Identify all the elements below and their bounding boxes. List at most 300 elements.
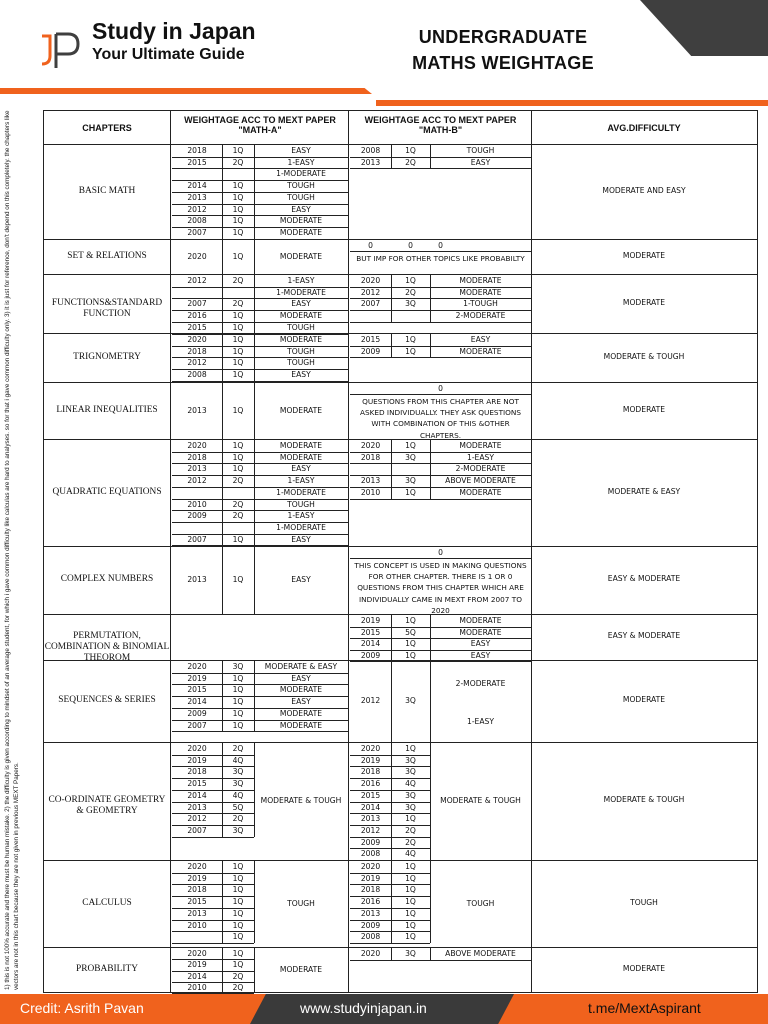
math-a-questions: 2Q bbox=[232, 299, 244, 309]
avg-difficulty: MODERATE & TOUGH bbox=[603, 795, 685, 804]
math-a-questions: 1Q bbox=[232, 534, 244, 544]
cell-divider bbox=[350, 943, 430, 944]
chapter-name: LINEAR INEQUALITIES bbox=[56, 404, 158, 415]
math-a-year: 2013 bbox=[187, 405, 207, 415]
cell-divider bbox=[391, 334, 392, 357]
math-a-year: 2018 bbox=[187, 146, 207, 155]
math-b-year: 2014 bbox=[360, 639, 381, 648]
header-accent-bar-right bbox=[376, 100, 768, 106]
header-math-a: WEIGHTAGE ACC TO MEXT PAPER "MATH-A" bbox=[184, 115, 336, 135]
math-b-year: 2016 bbox=[360, 897, 381, 907]
math-b-year: 2014 bbox=[360, 802, 381, 812]
cell-divider bbox=[172, 943, 254, 944]
cell-divider bbox=[222, 275, 223, 334]
cell-divider bbox=[350, 960, 531, 961]
cell-divider bbox=[350, 661, 531, 662]
math-a-level: MODERATE bbox=[279, 335, 323, 344]
math-b-year: 2015 bbox=[360, 335, 381, 344]
math-a-questions: 1Q bbox=[232, 146, 244, 155]
math-a-questions: 2Q bbox=[232, 157, 244, 167]
math-a-questions: 2Q bbox=[232, 276, 244, 285]
math-b-year: 2019 bbox=[360, 755, 381, 765]
cell-divider bbox=[222, 334, 223, 381]
cell-divider bbox=[430, 440, 431, 499]
math-a-year: 2015 bbox=[187, 157, 207, 167]
math-a-year: 2007 bbox=[187, 534, 207, 544]
math-a-year: 2014 bbox=[187, 971, 207, 981]
cell-divider bbox=[254, 145, 255, 239]
math-b-zero: 0 bbox=[368, 241, 373, 250]
cell-divider bbox=[254, 334, 255, 381]
math-a-year: 2019 bbox=[187, 873, 207, 883]
math-b-level: MODERATE bbox=[459, 441, 502, 450]
math-b-questions: 1Q bbox=[405, 932, 416, 942]
cell-divider bbox=[172, 837, 254, 838]
math-a-level: MODERATE bbox=[279, 227, 323, 237]
math-b-questions: 3Q bbox=[405, 452, 416, 462]
math-a-questions: 1Q bbox=[232, 227, 244, 237]
document-title bbox=[378, 24, 628, 76]
math-b-questions: 4Q bbox=[405, 779, 416, 789]
math-a-level: MODERATE bbox=[279, 708, 323, 718]
math-a-year: 2020 bbox=[187, 862, 207, 871]
cell-divider bbox=[350, 499, 531, 500]
math-b-questions: 2Q bbox=[405, 287, 416, 297]
math-a-year: 2013 bbox=[187, 192, 207, 202]
math-a-questions: 5Q bbox=[232, 802, 244, 812]
math-b-year: 2012 bbox=[360, 825, 381, 835]
math-b-questions: 2Q bbox=[405, 157, 416, 167]
math-b-year: 2019 bbox=[360, 616, 381, 625]
math-b-level: 2-MODERATE bbox=[455, 464, 506, 474]
math-b-note: BUT IMP FOR OTHER TOPICS LIKE PROBABILTY bbox=[356, 254, 525, 263]
math-a-year: 2019 bbox=[187, 755, 207, 765]
math-a-level: EASY bbox=[291, 370, 311, 380]
header-avg-difficulty: AVG.DIFFICULTY bbox=[607, 123, 681, 133]
math-b-note: QUESTIONS FROM THIS CHAPTER ARE NOT ASKED INDIVIDUALLY. THEY ASK QUESTIONS WITH COMBINATION OF THIS &OTHER CHAPTERS. bbox=[359, 397, 522, 440]
math-a-year: 2009 bbox=[187, 511, 207, 521]
chapter-name: CO-ORDINATE GEOMETRY & GEOMETRY bbox=[48, 795, 166, 816]
math-a-level: EASY bbox=[291, 464, 311, 474]
math-a-level: TOUGH bbox=[287, 346, 315, 356]
math-a-level: TOUGH bbox=[287, 322, 315, 332]
math-a-level: MODERATE bbox=[279, 964, 323, 974]
math-a-level: EASY bbox=[291, 575, 311, 584]
math-a-questions: 1Q bbox=[232, 346, 244, 356]
avg-difficulty: MODERATE bbox=[622, 250, 666, 260]
math-b-level: TOUGH bbox=[466, 898, 495, 908]
math-a-year: 2010 bbox=[187, 499, 207, 509]
math-a-year: 2015 bbox=[187, 685, 207, 695]
math-a-level: EASY bbox=[291, 146, 311, 155]
math-a-questions: 1Q bbox=[232, 358, 244, 368]
math-a-questions: 1Q bbox=[232, 932, 244, 942]
math-b-questions: 5Q bbox=[405, 627, 416, 637]
math-b-year: 2009 bbox=[360, 650, 381, 660]
chapter-name: TRIGNOMETRY bbox=[73, 351, 141, 362]
math-a-level: 1-MODERATE bbox=[276, 169, 326, 179]
cell-divider bbox=[254, 743, 255, 837]
cell-divider bbox=[222, 948, 223, 993]
math-a-questions: 3Q bbox=[232, 779, 244, 789]
cell-divider bbox=[430, 334, 431, 357]
math-a-year: 2020 bbox=[187, 662, 207, 671]
math-b-level: MODERATE bbox=[459, 287, 502, 297]
math-a-questions: 2Q bbox=[232, 982, 244, 992]
cell-divider bbox=[391, 275, 392, 322]
math-b-year: 2018 bbox=[360, 767, 381, 777]
math-b-year: 2008 bbox=[360, 849, 381, 859]
header-math-b: WEIGHTAGE ACC TO MEXT PAPER "MATH-B" bbox=[364, 115, 517, 135]
math-a-year: 2014 bbox=[187, 697, 207, 707]
cell-divider bbox=[222, 440, 223, 545]
math-b-questions: 3Q bbox=[405, 476, 416, 486]
footer-telegram-link[interactable]: t.me/MextAspirant bbox=[588, 1000, 701, 1016]
avg-difficulty: MODERATE bbox=[622, 695, 666, 704]
math-a-year: 2016 bbox=[187, 311, 207, 321]
math-a-year: 2010 bbox=[187, 982, 207, 992]
math-a-questions: 2Q bbox=[232, 744, 244, 753]
cell-divider bbox=[222, 546, 223, 614]
math-a-year: 2019 bbox=[187, 960, 207, 970]
math-b-questions: 3Q bbox=[405, 949, 416, 958]
math-a-questions: 2Q bbox=[232, 511, 244, 521]
math-b-year: 2015 bbox=[360, 627, 381, 637]
math-a-level: TOUGH bbox=[287, 358, 315, 368]
math-b-questions: 1Q bbox=[405, 862, 416, 871]
math-b-questions: 1Q bbox=[405, 908, 416, 918]
math-a-level: MODERATE bbox=[279, 441, 323, 450]
math-a-questions: 2Q bbox=[232, 814, 244, 824]
math-a-year: 2007 bbox=[187, 299, 207, 309]
math-a-questions: 1Q bbox=[232, 464, 244, 474]
math-a-year: 2020 bbox=[187, 441, 207, 450]
math-b-year: 2019 bbox=[360, 873, 381, 883]
math-b-year: 2020 bbox=[360, 862, 381, 871]
math-a-year: 2014 bbox=[187, 790, 207, 800]
cell-divider bbox=[391, 660, 392, 742]
math-a-questions: 1Q bbox=[232, 575, 244, 584]
math-b-level: 2-MODERATE bbox=[455, 679, 506, 688]
math-a-level: TOUGH bbox=[287, 499, 315, 509]
math-b-questions: 2Q bbox=[405, 825, 416, 835]
cell-divider bbox=[222, 743, 223, 837]
math-b-year: 2013 bbox=[360, 157, 381, 167]
math-a-year: 2018 bbox=[187, 767, 207, 777]
math-a-level: TOUGH bbox=[287, 898, 315, 908]
math-a-level: EASY bbox=[291, 534, 311, 544]
math-a-questions: 1Q bbox=[232, 673, 244, 683]
chapter-name: CALCULUS bbox=[82, 897, 132, 908]
math-a-questions: 2Q bbox=[232, 499, 244, 509]
math-b-year: 2010 bbox=[360, 487, 381, 497]
math-a-questions: 1Q bbox=[232, 697, 244, 707]
math-a-level: MODERATE bbox=[279, 720, 323, 730]
math-a-questions: 1Q bbox=[232, 335, 244, 344]
math-a-questions: 1Q bbox=[232, 204, 244, 214]
math-a-questions: 1Q bbox=[232, 885, 244, 895]
math-a-level: MODERATE bbox=[279, 685, 323, 695]
cell-divider bbox=[254, 275, 255, 334]
math-a-questions: 2Q bbox=[232, 476, 244, 486]
math-b-level: MODERATE bbox=[459, 276, 502, 285]
math-a-year: 2009 bbox=[187, 708, 207, 718]
math-a-year: 2007 bbox=[187, 227, 207, 237]
math-b-level: EASY bbox=[470, 639, 491, 648]
math-a-level: MODERATE bbox=[279, 251, 323, 261]
math-b-questions: 1Q bbox=[405, 920, 416, 930]
math-a-questions: 1Q bbox=[232, 897, 244, 907]
math-b-questions: 1Q bbox=[405, 873, 416, 883]
header-accent-bar bbox=[0, 88, 372, 94]
row-divider bbox=[44, 660, 757, 661]
corner-decoration bbox=[640, 0, 768, 56]
cell-divider bbox=[254, 440, 255, 545]
math-b-year: 2009 bbox=[360, 837, 381, 847]
chapter-name: QUADRATIC EQUATIONS bbox=[52, 486, 162, 497]
math-a-questions: 4Q bbox=[232, 790, 244, 800]
math-a-questions: 1Q bbox=[232, 708, 244, 718]
math-a-questions: 1Q bbox=[232, 251, 244, 261]
avg-difficulty: EASY & MODERATE bbox=[607, 574, 681, 583]
math-a-year: 2015 bbox=[187, 322, 207, 332]
math-b-year: 2020 bbox=[360, 276, 381, 285]
math-b-questions: 3Q bbox=[405, 755, 416, 765]
avg-difficulty: TOUGH bbox=[630, 897, 658, 907]
cell-divider bbox=[391, 440, 392, 499]
cell-divider bbox=[391, 861, 392, 943]
math-b-questions: 2Q bbox=[405, 837, 416, 847]
math-b-questions: 1Q bbox=[405, 650, 416, 660]
math-a-year: 2013 bbox=[187, 464, 207, 474]
math-a-year: 2013 bbox=[187, 908, 207, 918]
math-b-questions: 1Q bbox=[405, 885, 416, 895]
math-a-questions: 1Q bbox=[232, 322, 244, 332]
cell-divider bbox=[391, 145, 392, 168]
math-b-year: 2007 bbox=[360, 299, 381, 309]
cell-divider bbox=[222, 145, 223, 239]
math-b-note: THIS CONCEPT IS USED IN MAKING QUESTIONS FOR OTHER CHAPTER. THERE IS 1 OR 0 QUESTIONS FROM THIS CHAPTER WHICH ARE INDIVIDUALLY CAME IN MEXT FROM 2007 TO 2020 bbox=[354, 561, 527, 615]
avg-difficulty: MODERATE bbox=[622, 963, 666, 973]
avg-difficulty: MODERATE bbox=[622, 297, 666, 307]
math-b-year: 2009 bbox=[360, 920, 381, 930]
cell-divider bbox=[222, 861, 223, 943]
cell-divider bbox=[254, 546, 255, 614]
cell-divider bbox=[350, 251, 531, 252]
cell-divider bbox=[350, 168, 531, 169]
math-a-questions: 1Q bbox=[232, 441, 244, 450]
math-b-questions: 3Q bbox=[405, 299, 416, 309]
math-b-year: 2013 bbox=[360, 476, 381, 486]
math-a-year: 2007 bbox=[187, 825, 207, 835]
cell-divider bbox=[430, 615, 431, 661]
math-b-year: 2008 bbox=[360, 932, 381, 942]
math-b-level: EASY bbox=[470, 157, 491, 167]
cell-divider bbox=[222, 382, 223, 439]
chapter-name: BASIC MATH bbox=[78, 185, 136, 196]
math-a-level: EASY bbox=[291, 299, 311, 309]
math-b-year: 2020 bbox=[360, 441, 381, 450]
math-a-year: 2012 bbox=[187, 204, 207, 214]
math-b-level: EASY bbox=[470, 650, 491, 660]
math-a-year: 2014 bbox=[187, 181, 207, 191]
math-a-questions: 3Q bbox=[232, 662, 244, 671]
math-b-zero: 0 bbox=[438, 384, 443, 393]
math-b-questions: 1Q bbox=[405, 346, 416, 356]
row-divider bbox=[44, 144, 757, 145]
disclaimer-note: 1) this is not 100% accurate and there must be human mistake. 2) the difficulty is given according to mindset of an average student, for which i gave common difficulty like calculas are hard to analyses. so for that i gave common difficulty only. 3) it is just for reference, don't depend on this completely. the chapters like vectors are not in this chart because they are not given in previous MEXT Papers. bbox=[4, 110, 20, 990]
math-a-questions: 1Q bbox=[232, 908, 244, 918]
math-b-level: ABOVE MODERATE bbox=[445, 476, 516, 486]
math-a-questions: 3Q bbox=[232, 767, 244, 777]
cell-divider bbox=[254, 382, 255, 439]
math-b-questions: 1Q bbox=[405, 744, 416, 753]
study-in-japan-logo-icon bbox=[36, 26, 86, 70]
math-a-year: 2018 bbox=[187, 885, 207, 895]
math-a-level: MODERATE & TOUGH bbox=[260, 796, 342, 805]
math-a-questions: 1Q bbox=[232, 311, 244, 321]
math-a-level: 1-EASY bbox=[287, 511, 315, 521]
math-b-level: ABOVE MODERATE bbox=[445, 949, 516, 958]
math-a-year: 2012 bbox=[187, 358, 207, 368]
math-b-zero: 0 bbox=[438, 241, 443, 250]
math-b-level: 1-EASY bbox=[466, 452, 495, 462]
cell-divider bbox=[254, 239, 255, 274]
math-b-level: MODERATE bbox=[459, 346, 502, 356]
math-b-questions: 1Q bbox=[405, 897, 416, 907]
math-a-questions: 1Q bbox=[232, 216, 244, 226]
cell-divider bbox=[350, 322, 531, 323]
math-a-questions: 1Q bbox=[232, 192, 244, 202]
brand-title: Study in Japan bbox=[92, 18, 256, 44]
cell-divider bbox=[172, 731, 348, 732]
math-a-questions: 1Q bbox=[232, 685, 244, 695]
math-a-questions: 1Q bbox=[232, 405, 244, 415]
weightage-table bbox=[43, 110, 758, 993]
cell-divider bbox=[391, 743, 392, 860]
math-a-year: 2015 bbox=[187, 779, 207, 789]
math-a-level: MODERATE & EASY bbox=[264, 662, 338, 671]
math-a-level: 1-MODERATE bbox=[276, 522, 326, 532]
math-a-questions: 2Q bbox=[232, 971, 244, 981]
math-a-year: 2020 bbox=[187, 949, 207, 958]
math-a-year: 2008 bbox=[187, 370, 207, 380]
math-b-questions: 1Q bbox=[405, 335, 416, 344]
math-a-questions: 1Q bbox=[232, 949, 244, 958]
math-a-level: MODERATE bbox=[279, 452, 323, 462]
math-a-year: 2020 bbox=[187, 335, 207, 344]
math-a-level: MODERATE bbox=[279, 405, 323, 415]
math-a-level: 1-EASY bbox=[287, 476, 315, 486]
math-b-year: 2020 bbox=[360, 949, 381, 958]
avg-difficulty: MODERATE AND EASY bbox=[602, 185, 686, 195]
math-b-level: MODERATE & TOUGH bbox=[440, 796, 521, 805]
math-b-year: 2012 bbox=[360, 696, 381, 705]
math-a-year: 2018 bbox=[187, 452, 207, 462]
math-b-questions: 4Q bbox=[405, 849, 416, 859]
document-title-line-2: MATHS WEIGHTAGE bbox=[412, 53, 594, 73]
math-a-level: MODERATE bbox=[279, 311, 323, 321]
cell-divider bbox=[254, 661, 255, 731]
cell-divider bbox=[430, 275, 431, 322]
math-a-questions: 1Q bbox=[232, 181, 244, 191]
cell-divider bbox=[430, 660, 431, 742]
math-a-year: 2018 bbox=[187, 346, 207, 356]
document-title-line-1: UNDERGRADUATE bbox=[418, 27, 588, 47]
avg-difficulty: MODERATE & EASY bbox=[607, 486, 681, 496]
math-b-level: MODERATE bbox=[459, 487, 502, 497]
math-a-questions: 3Q bbox=[232, 825, 244, 835]
math-b-level: 1-TOUGH bbox=[463, 299, 498, 309]
math-b-year: 2018 bbox=[360, 452, 381, 462]
math-a-year: 2013 bbox=[187, 802, 207, 812]
page-header bbox=[0, 0, 768, 100]
math-b-questions: 1Q bbox=[405, 616, 416, 625]
math-b-questions: 1Q bbox=[405, 487, 416, 497]
math-a-questions: 1Q bbox=[232, 960, 244, 970]
header-chapters: CHAPTERS bbox=[82, 123, 132, 133]
math-b-level: 1-EASY bbox=[466, 717, 495, 726]
math-b-level: TOUGH bbox=[466, 146, 495, 155]
cell-divider bbox=[391, 948, 392, 960]
cell-divider bbox=[350, 558, 531, 559]
math-b-year: 2015 bbox=[360, 790, 381, 800]
math-b-year: 2013 bbox=[360, 908, 381, 918]
math-a-questions: 1Q bbox=[232, 873, 244, 883]
math-a-year: 2013 bbox=[187, 575, 207, 584]
math-a-level: 1-EASY bbox=[287, 157, 315, 167]
math-a-year: 2012 bbox=[187, 814, 207, 824]
math-b-level: MODERATE bbox=[459, 627, 502, 637]
math-a-level: EASY bbox=[291, 204, 311, 214]
cell-divider bbox=[430, 948, 431, 960]
math-a-questions: 1Q bbox=[232, 370, 244, 380]
math-b-questions: 3Q bbox=[405, 767, 416, 777]
chapter-name: FUNCTIONS&STANDARD FUNCTION bbox=[51, 297, 163, 319]
cell-divider bbox=[222, 661, 223, 731]
math-b-questions: 3Q bbox=[405, 696, 416, 705]
math-a-level: 1-MODERATE bbox=[276, 287, 326, 297]
math-a-year: 2007 bbox=[187, 720, 207, 730]
chapter-name: PROBABILITY bbox=[76, 963, 138, 974]
math-b-questions: 1Q bbox=[405, 146, 416, 155]
footer-credit: Credit: Asrith Pavan bbox=[20, 1000, 144, 1016]
avg-difficulty: MODERATE bbox=[622, 404, 666, 414]
math-b-level: EASY bbox=[470, 335, 491, 344]
math-a-year: 2010 bbox=[187, 920, 207, 930]
math-a-questions: 4Q bbox=[232, 755, 244, 765]
avg-difficulty: MODERATE & TOUGH bbox=[603, 351, 685, 361]
math-b-year: 2009 bbox=[360, 346, 381, 356]
math-b-questions: 3Q bbox=[405, 802, 416, 812]
math-b-questions: 1Q bbox=[405, 276, 416, 285]
math-a-level: 1-MODERATE bbox=[276, 487, 326, 497]
chapter-name: SEQUENCES & SERIES bbox=[58, 695, 156, 705]
math-b-year: 2016 bbox=[360, 779, 381, 789]
avg-difficulty: EASY & MODERATE bbox=[607, 631, 681, 640]
math-a-level: EASY bbox=[291, 673, 311, 683]
math-a-year: 2020 bbox=[187, 744, 207, 753]
math-a-level: EASY bbox=[291, 697, 311, 707]
math-b-questions: 3Q bbox=[405, 790, 416, 800]
math-b-questions: 1Q bbox=[405, 639, 416, 648]
math-a-questions: 1Q bbox=[232, 720, 244, 730]
math-a-level: MODERATE bbox=[279, 216, 323, 226]
math-b-year: 2020 bbox=[360, 744, 381, 753]
chapter-name: PERMUTATION, COMBINATION & BINOMIAL THEOROM bbox=[44, 631, 170, 663]
chapter-name: SET & RELATIONS bbox=[67, 250, 147, 261]
footer-website-link[interactable]: www.studyinjapan.in bbox=[300, 1000, 427, 1016]
